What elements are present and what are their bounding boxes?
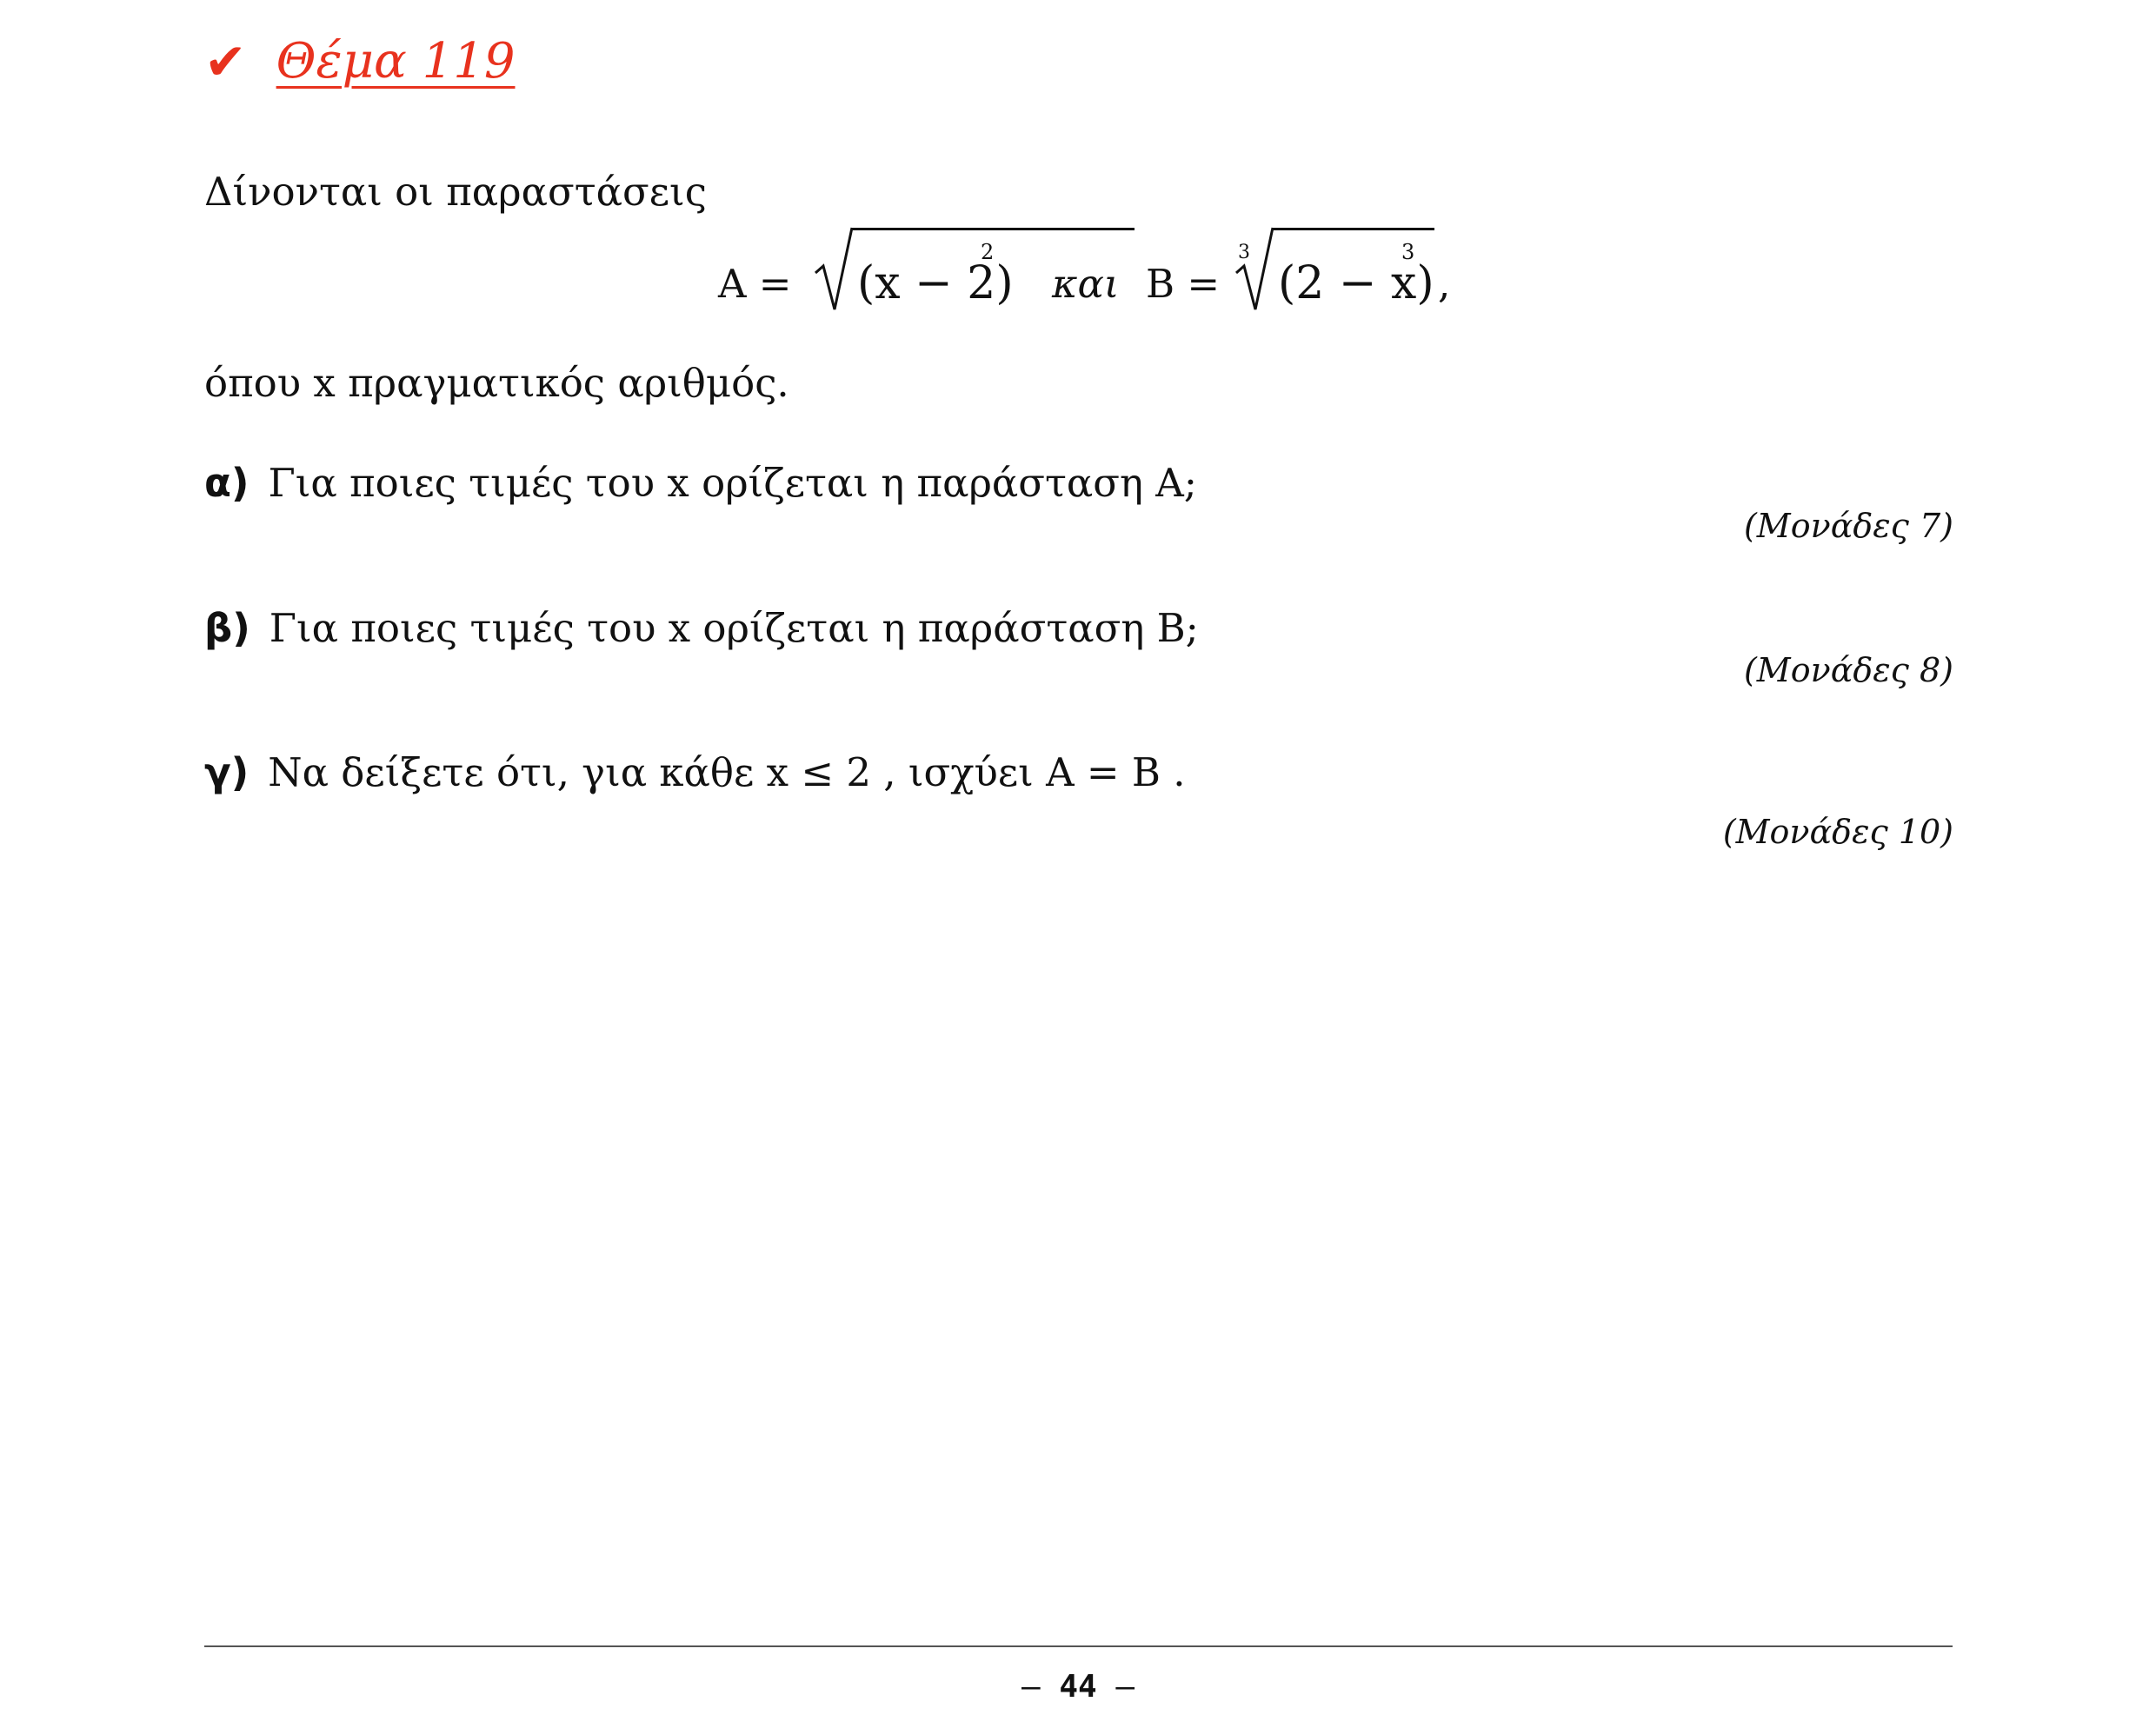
question-b-label: β) [204, 605, 250, 651]
formula-a-lhs: A = [718, 261, 792, 307]
sqrt-sign-a [815, 223, 855, 316]
formula-a-radicand: (x − 2) [857, 257, 1014, 309]
overbar-a [852, 228, 1135, 230]
overbar-b [1273, 228, 1434, 230]
question-a-text: Για ποιες τιμές του x ορίζεται η παράσταση A; [268, 460, 1197, 506]
formula-comma: , [1438, 261, 1451, 307]
formula-b-index: 3 [1238, 242, 1250, 263]
question-c-points: (Μονάδες 10) [1722, 813, 1953, 851]
formula-b-radicand: (2 − x) [1278, 257, 1434, 309]
intro-text: Δίνονται οι παραστάσεις [204, 169, 707, 215]
question-a-points: (Μονάδες 7) [1743, 507, 1953, 545]
question-c-label: γ) [204, 749, 250, 795]
checkmark-icon: ✔ [204, 32, 247, 91]
cbrt-sign-b [1236, 223, 1275, 316]
section-header [204, 32, 516, 91]
page-number-value: 44 [1059, 1669, 1097, 1705]
question-a [204, 460, 1197, 506]
formula-conj: και [1052, 261, 1120, 307]
question-b-points: (Μονάδες 8) [1743, 651, 1953, 689]
question-c-text: Να δείξετε ότι, για κάθε x ≤ 2 , ισχύει A = B . [268, 749, 1186, 795]
formula-a-exponent: 2 [981, 240, 995, 264]
question-b-text: Για ποιες τιμές του x ορίζεται η παράσταση B; [269, 605, 1199, 651]
formula-b-lhs: B = [1146, 261, 1221, 307]
topic-title: Θέμα 119 [276, 33, 516, 90]
question-a-label: α) [204, 460, 250, 506]
footer-divider [204, 1645, 1953, 1647]
page-number [0, 1669, 2156, 1705]
question-c [204, 749, 1186, 795]
condition-text: όπου x πραγματικός αριθμός. [204, 360, 789, 406]
question-b [204, 605, 1199, 651]
formula-b-exponent: 3 [1401, 240, 1415, 264]
page-suffix: – [1096, 1669, 1135, 1705]
page-prefix: – [1021, 1669, 1060, 1705]
